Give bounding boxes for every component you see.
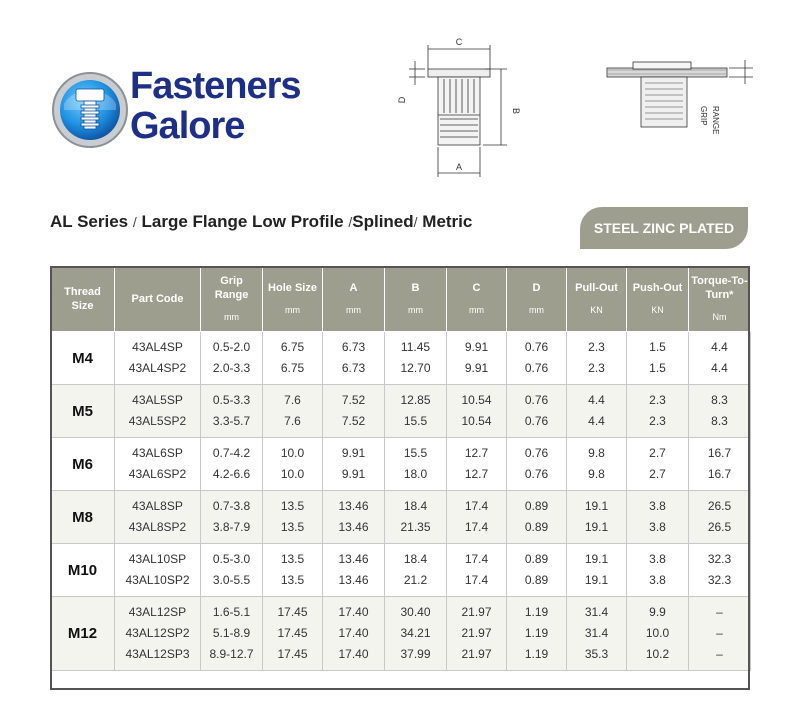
cell-value: 2.7 <box>649 446 666 460</box>
cell-value: 2.3 <box>649 393 666 407</box>
cell-value: 1.6-5.1 <box>212 605 251 619</box>
cell-value: 0.5-3.3 <box>212 393 251 407</box>
column-header-label: B <box>411 282 420 294</box>
column-header <box>385 267 447 332</box>
cell-value: 21.97 <box>461 605 492 619</box>
cell-value: 0.7-3.8 <box>212 499 251 513</box>
cell-value: 0.76 <box>524 361 549 375</box>
brand-name <box>130 66 300 146</box>
grip-label-2: RANGE <box>711 106 720 135</box>
cell-value: 35.3 <box>584 647 609 661</box>
table-cell <box>507 438 567 491</box>
column-header-label: D <box>532 282 541 294</box>
cell-value: 2.3 <box>588 361 605 375</box>
cell-value: 26.5 <box>707 520 732 534</box>
cell-value: 2.0-3.3 <box>212 361 251 375</box>
cell-value: 8.3 <box>711 414 728 428</box>
cell-value: 19.1 <box>584 499 609 513</box>
cell-value: 43AL6SP <box>132 446 183 460</box>
column-header <box>567 267 627 332</box>
cell-value: 1.5 <box>649 361 666 375</box>
table-cell <box>689 332 751 385</box>
table-row <box>51 544 751 597</box>
column-header-label: A <box>349 282 358 294</box>
cell-value: 9.91 <box>341 467 366 481</box>
cell-value: – <box>716 605 723 619</box>
column-header <box>51 267 115 332</box>
dim-c-label: C <box>455 37 463 47</box>
table-cell <box>507 385 567 438</box>
cell-value: 3.8 <box>649 499 666 513</box>
table-cell <box>323 491 385 544</box>
dim-b-label: B <box>511 107 521 115</box>
cell-value: 17.40 <box>338 626 369 640</box>
cell-value: 13.5 <box>280 520 305 534</box>
table-cell <box>627 438 689 491</box>
cell-value: 17.4 <box>464 552 489 566</box>
cell-value: 17.4 <box>464 520 489 534</box>
cell-value: 0.5-3.0 <box>212 552 251 566</box>
column-unit: mm <box>408 305 423 315</box>
table-cell <box>507 491 567 544</box>
table-cell <box>115 491 201 544</box>
thread-size-cell: M8 <box>51 491 115 544</box>
table-cell <box>115 438 201 491</box>
cell-value: 43AL12SP3 <box>125 647 190 661</box>
cell-value: 21.2 <box>403 573 428 587</box>
cell-value: 6.75 <box>280 340 305 354</box>
brand-line-1: Fasteners <box>130 65 301 107</box>
cell-value: 15.5 <box>403 414 428 428</box>
column-header <box>263 267 323 332</box>
series-heading <box>50 212 472 232</box>
cell-value: 16.7 <box>707 467 732 481</box>
cell-value: 13.46 <box>338 499 369 513</box>
cell-value: 10.0 <box>645 626 670 640</box>
table-cell <box>627 332 689 385</box>
thread-size-cell: M10 <box>51 544 115 597</box>
finish-badge: STEEL ZINC PLATED <box>580 207 748 249</box>
cell-value: 2.3 <box>649 414 666 428</box>
cell-value: 43AL10SP <box>128 552 187 566</box>
cell-value: 4.4 <box>711 340 728 354</box>
cell-value: 0.76 <box>524 340 549 354</box>
table-cell <box>385 385 447 438</box>
table-cell <box>323 438 385 491</box>
cell-value: 17.45 <box>277 605 308 619</box>
cell-value: 43AL4SP2 <box>128 361 187 375</box>
cell-value: 7.6 <box>284 414 301 428</box>
cell-value: 19.1 <box>584 552 609 566</box>
thread-size-cell: M4 <box>51 332 115 385</box>
table-cell <box>385 491 447 544</box>
column-header <box>627 267 689 332</box>
cell-value: 18.4 <box>403 499 428 513</box>
table-cell <box>115 332 201 385</box>
table-cell <box>323 597 385 671</box>
table-cell <box>263 544 323 597</box>
thread-size-cell: M5 <box>51 385 115 438</box>
cell-value: 13.46 <box>338 552 369 566</box>
cell-value: 11.45 <box>400 340 431 354</box>
cell-value: 3.8-7.9 <box>212 520 251 534</box>
cell-value: 7.52 <box>341 393 366 407</box>
table-cell <box>447 385 507 438</box>
cell-value: 13.5 <box>280 573 305 587</box>
column-unit: KN <box>590 305 603 315</box>
cell-value: 17.4 <box>464 499 489 513</box>
table-cell <box>567 332 627 385</box>
column-unit: Nm <box>712 312 727 322</box>
table-cell <box>507 544 567 597</box>
cell-value: 13.5 <box>280 552 305 566</box>
cell-value: 17.45 <box>277 626 308 640</box>
series-type: Splined <box>352 212 414 231</box>
thread-size-cell: M12 <box>51 597 115 671</box>
cell-value: 9.8 <box>588 446 605 460</box>
table-cell <box>115 597 201 671</box>
column-header-label: Thread Size <box>64 286 101 312</box>
table-row <box>51 332 751 385</box>
table-cell <box>627 597 689 671</box>
cell-value: 3.8 <box>649 552 666 566</box>
cell-value: 15.5 <box>403 446 428 460</box>
table-cell <box>567 544 627 597</box>
table-cell <box>507 332 567 385</box>
table-cell <box>447 491 507 544</box>
cell-value: 0.89 <box>524 499 549 513</box>
cell-value: 0.7-4.2 <box>212 446 251 460</box>
series-name: AL Series <box>50 212 129 231</box>
cell-value: 43AL10SP2 <box>125 573 190 587</box>
cell-value: 12.7 <box>464 467 489 481</box>
column-header <box>201 267 263 332</box>
cell-value: 4.2-6.6 <box>212 467 251 481</box>
table-cell <box>447 544 507 597</box>
cell-value: 13.46 <box>338 520 369 534</box>
cell-value: 4.4 <box>588 393 605 407</box>
brand-line-2: Galore <box>130 105 245 147</box>
column-unit: mm <box>529 305 544 315</box>
cell-value: 12.70 <box>400 361 431 375</box>
cell-value: 30.40 <box>400 605 431 619</box>
separator: / <box>413 214 418 230</box>
cell-value: 34.21 <box>400 626 431 640</box>
column-unit: KN <box>651 305 664 315</box>
table-cell <box>689 544 751 597</box>
spec-table <box>50 266 751 671</box>
table-cell <box>323 385 385 438</box>
cell-value: 32.3 <box>707 552 732 566</box>
table-cell <box>689 491 751 544</box>
table-cell <box>689 385 751 438</box>
cell-value: 12.7 <box>464 446 489 460</box>
cell-value: 0.89 <box>524 573 549 587</box>
cell-value: 43AL12SP2 <box>125 626 190 640</box>
cell-value: 1.5 <box>649 340 666 354</box>
table-cell <box>689 438 751 491</box>
table-cell <box>567 438 627 491</box>
cell-value: 0.76 <box>524 414 549 428</box>
table-cell <box>567 385 627 438</box>
cell-value: 7.6 <box>284 393 301 407</box>
cell-value: 10.54 <box>461 414 492 428</box>
cell-value: 0.5-2.0 <box>212 340 251 354</box>
cell-value: 0.76 <box>524 393 549 407</box>
table-cell <box>627 491 689 544</box>
cell-value: 12.85 <box>400 393 431 407</box>
column-header-label: Torque-To-Turn* <box>691 275 748 301</box>
cell-value: 9.91 <box>464 361 489 375</box>
cell-value: 9.9 <box>649 605 666 619</box>
separator: / <box>132 214 137 230</box>
table-cell <box>323 544 385 597</box>
cell-value: 21.97 <box>461 626 492 640</box>
cell-value: – <box>716 626 723 640</box>
cell-value: 19.1 <box>584 573 609 587</box>
cell-value: 31.4 <box>584 626 609 640</box>
thread-size-cell: M6 <box>51 438 115 491</box>
table-cell <box>323 332 385 385</box>
cell-value: 9.8 <box>588 467 605 481</box>
dim-a-label: A <box>455 162 463 172</box>
table-cell <box>385 332 447 385</box>
table-cell <box>201 385 263 438</box>
cell-value: 18.0 <box>403 467 428 481</box>
cell-value: 13.46 <box>338 573 369 587</box>
table-cell <box>447 438 507 491</box>
column-unit: mm <box>346 305 361 315</box>
column-header-label: C <box>472 282 481 294</box>
table-cell <box>447 597 507 671</box>
cell-value: 6.75 <box>280 361 305 375</box>
cell-value: 17.40 <box>338 605 369 619</box>
column-unit: mm <box>285 305 300 315</box>
cell-value: 3.0-5.5 <box>212 573 251 587</box>
cell-value: 8.9-12.7 <box>209 647 254 661</box>
table-cell <box>201 438 263 491</box>
table-cell <box>689 597 751 671</box>
cell-value: 2.3 <box>588 340 605 354</box>
cell-value: 3.8 <box>649 520 666 534</box>
cell-value: 1.19 <box>524 647 549 661</box>
column-header-label: Hole Size <box>268 282 317 294</box>
table-header-row <box>51 267 751 332</box>
column-header-label: Pull-Out <box>575 282 618 294</box>
series-style: Large Flange Low Profile <box>141 212 344 231</box>
column-header-label: Part Code <box>131 293 184 305</box>
table-cell <box>263 597 323 671</box>
cell-value: 13.5 <box>280 499 305 513</box>
table-cell <box>627 385 689 438</box>
table-row <box>51 491 751 544</box>
cell-value: 17.45 <box>277 647 308 661</box>
dim-d-label: D <box>397 96 407 104</box>
cell-value: 7.52 <box>341 414 366 428</box>
column-unit: mm <box>469 305 484 315</box>
cell-value: 18.4 <box>403 552 428 566</box>
table-cell <box>201 544 263 597</box>
cell-value: 10.0 <box>280 467 305 481</box>
cell-value: 37.99 <box>400 647 431 661</box>
cell-value: 1.19 <box>524 626 549 640</box>
column-header <box>447 267 507 332</box>
cell-value: 0.76 <box>524 467 549 481</box>
cell-value: 6.73 <box>341 340 366 354</box>
bolt-logo-icon <box>50 70 130 150</box>
cell-value: 1.19 <box>524 605 549 619</box>
cell-value: 21.35 <box>400 520 431 534</box>
cell-value: 2.7 <box>649 467 666 481</box>
cell-value: 32.3 <box>707 573 732 587</box>
column-unit: mm <box>224 312 239 322</box>
cell-value: 9.91 <box>464 340 489 354</box>
column-header-label: Push-Out <box>632 282 683 294</box>
table-cell <box>201 491 263 544</box>
column-header <box>323 267 385 332</box>
table-cell <box>567 597 627 671</box>
cell-value: 3.8 <box>649 573 666 587</box>
column-header <box>115 267 201 332</box>
table-cell <box>263 332 323 385</box>
cell-value: 21.97 <box>461 647 492 661</box>
cell-value: 16.7 <box>707 446 732 460</box>
table-cell <box>385 597 447 671</box>
table-row <box>51 438 751 491</box>
cell-value: 43AL8SP2 <box>128 520 187 534</box>
table-cell <box>385 544 447 597</box>
table-cell <box>201 332 263 385</box>
cell-value: 43AL5SP2 <box>128 414 187 428</box>
column-header-label: Grip Range <box>214 275 249 301</box>
cell-value: 0.89 <box>524 520 549 534</box>
cell-value: 17.4 <box>464 573 489 587</box>
cell-value: 10.0 <box>280 446 305 460</box>
cell-value: 3.3-5.7 <box>212 414 251 428</box>
cell-value: 8.3 <box>711 393 728 407</box>
series-unit: Metric <box>422 212 473 231</box>
cell-value: 43AL6SP2 <box>128 467 187 481</box>
cell-value: 0.89 <box>524 552 549 566</box>
cell-value: 5.1-8.9 <box>212 626 251 640</box>
cell-value: 43AL12SP <box>128 605 187 619</box>
dimension-drawing <box>395 35 530 180</box>
cell-value: 43AL5SP <box>132 393 183 407</box>
table-row <box>51 385 751 438</box>
cell-value: 26.5 <box>707 499 732 513</box>
cell-value: 43AL4SP <box>132 340 183 354</box>
cell-value: 4.4 <box>588 414 605 428</box>
cell-value: 19.1 <box>584 520 609 534</box>
cell-value: 10.2 <box>645 647 670 661</box>
column-header <box>689 267 751 332</box>
table-cell <box>447 332 507 385</box>
grip-label-1: GRIP <box>699 106 708 126</box>
table-cell <box>201 597 263 671</box>
column-header <box>507 267 567 332</box>
table-cell <box>263 385 323 438</box>
table-cell <box>567 491 627 544</box>
table-cell <box>627 544 689 597</box>
table-cell <box>115 385 201 438</box>
cell-value: 4.4 <box>711 361 728 375</box>
table-cell <box>263 438 323 491</box>
table-cell <box>385 438 447 491</box>
cell-value: 9.91 <box>341 446 366 460</box>
table-row <box>51 597 751 671</box>
cell-value: 31.4 <box>584 605 609 619</box>
table-cell <box>263 491 323 544</box>
table-cell <box>507 597 567 671</box>
cell-value: 43AL8SP <box>132 499 183 513</box>
separator: / <box>348 214 353 230</box>
cell-value: – <box>716 647 723 661</box>
cell-value: 17.40 <box>338 647 369 661</box>
table-cell <box>115 544 201 597</box>
grip-range-drawing <box>605 48 755 148</box>
cell-value: 10.54 <box>461 393 492 407</box>
cell-value: 6.73 <box>341 361 366 375</box>
cell-value: 0.76 <box>524 446 549 460</box>
